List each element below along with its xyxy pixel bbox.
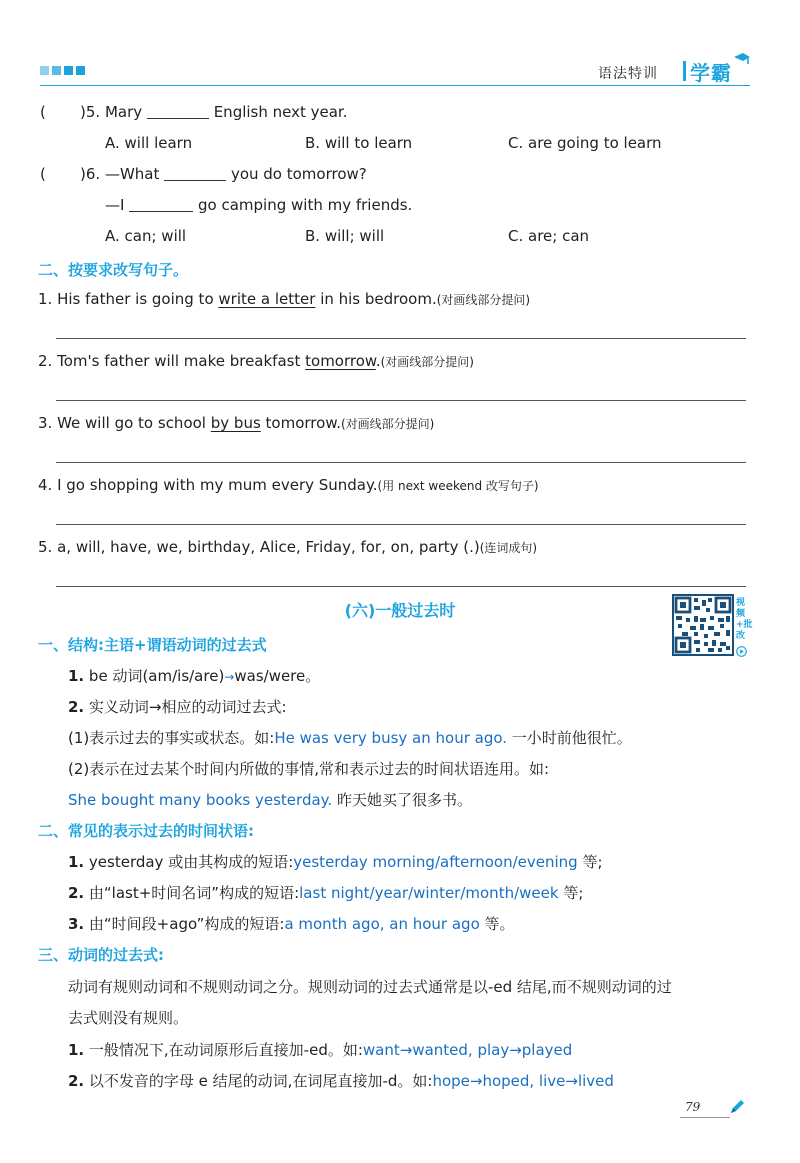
stem-text: —I: [105, 196, 125, 214]
rewrite-item-3: [38, 414, 434, 432]
answer-line-3[interactable]: [56, 462, 746, 463]
line-number: 2.: [68, 884, 85, 902]
structure-line-5: [68, 789, 472, 810]
rewrite-item-4: [38, 476, 539, 494]
fill-blank[interactable]: [147, 105, 209, 119]
translation: 昨天她买了很多书。: [332, 791, 472, 809]
time-adverbial-line-1: [68, 851, 603, 872]
verb-past-paragraph-2: 去式则没有规则。: [68, 1009, 189, 1027]
answer-line-2[interactable]: [56, 400, 746, 401]
item-number: 2.: [38, 352, 53, 370]
item-number: 3.: [38, 414, 53, 432]
option-a[interactable]: A. can; will: [105, 227, 187, 245]
past-tense-title: (六)一般过去时: [344, 601, 456, 620]
structure-line-4: (2)表示在过去某个时间内所做的事情,常和表示过去的时间状语连用。如:: [68, 760, 550, 778]
stem-text: Mary: [104, 103, 143, 121]
option-c[interactable]: C. are; can: [508, 227, 590, 245]
item-instruction: (对画线部分提问): [340, 417, 435, 431]
stem-text: go camping with my friends.: [198, 196, 413, 214]
item-text: .: [375, 352, 381, 370]
example-words: want→wanted, play→played: [362, 1041, 573, 1059]
line-number: 1.: [68, 667, 85, 685]
qr-code-icon[interactable]: [672, 594, 734, 656]
play-icon[interactable]: [736, 646, 747, 657]
answer-paren-6[interactable]: (: [40, 165, 46, 183]
structure-line-1: [68, 665, 320, 686]
question-5-stem: [80, 103, 348, 121]
line-text: 以不发音的字母 e 结尾的动词,在词尾直接加-d。如:: [84, 1072, 433, 1090]
item-instruction: (连词成句): [479, 541, 538, 555]
line-text: 等;: [558, 884, 584, 902]
line-text: (1)表示过去的事实或状态。如:: [68, 729, 275, 747]
stem-text: English next year.: [213, 103, 348, 121]
rewrite-heading: 二、按要求改写句子。: [38, 261, 189, 279]
line-text: 由“时间段+ago”构成的短语:: [84, 915, 285, 933]
example-phrase: last night/year/winter/month/week: [299, 884, 559, 902]
line-number: 1.: [68, 853, 85, 871]
line-text: 一般情况下,在动词原形后直接加-ed。如:: [84, 1041, 363, 1059]
qr-side-label: 视频+批改: [736, 598, 753, 641]
fill-blank[interactable]: [129, 198, 193, 212]
verb-past-rule-1: [68, 1039, 572, 1060]
line-text: 由“last+时间名词”构成的短语:: [84, 884, 300, 902]
item-text: We will go to school: [57, 414, 206, 432]
example-sentence: She bought many books yesterday.: [68, 791, 333, 809]
answer-line-5[interactable]: [56, 586, 746, 587]
header-divider: [683, 61, 686, 81]
underlined-part: tomorrow: [305, 352, 376, 370]
line-text: 实义动词→相应的动词过去式:: [88, 698, 287, 716]
structure-heading: 一、结构:主语+谓语动词的过去式: [38, 636, 267, 654]
verb-past-rule-2: [68, 1070, 614, 1091]
question-number: )5.: [80, 103, 101, 121]
question-6-line1: [80, 165, 367, 183]
verb-past-heading: 三、动词的过去式:: [38, 946, 164, 964]
header-decor-squares: [40, 66, 85, 75]
answer-line-1[interactable]: [56, 338, 746, 339]
rewrite-item-1: [38, 290, 530, 308]
item-text: tomorrow.: [265, 414, 341, 432]
line-number: 2.: [68, 698, 85, 716]
line-text: 等。: [479, 915, 515, 933]
line-text: be 动词(am/is/are): [88, 667, 225, 685]
example-phrase: yesterday morning/afternoon/evening: [293, 853, 578, 871]
line-text: was/were。: [234, 667, 321, 685]
header-rule: [40, 85, 750, 86]
header-section-title: 语法特训: [598, 66, 658, 82]
structure-line-3: [68, 727, 632, 748]
underlined-part: write a letter: [218, 290, 316, 308]
rewrite-item-2: [38, 352, 474, 370]
answer-paren-5[interactable]: (: [40, 103, 46, 121]
line-number: 1.: [68, 1041, 85, 1059]
fill-blank[interactable]: [164, 167, 226, 181]
footer-rule: [680, 1117, 730, 1118]
item-number: 5.: [38, 538, 53, 556]
page-number: 79: [685, 1100, 701, 1114]
item-text: in his bedroom.: [320, 290, 437, 308]
underlined-part: by bus: [210, 414, 261, 432]
item-instruction: (对画线部分提问): [380, 355, 474, 369]
verb-past-paragraph-1: 动词有规则动词和不规则动词之分。规则动词的过去式通常是以-ed 结尾,而不规则动词的过: [68, 978, 672, 996]
item-text: His father is going to: [57, 290, 214, 308]
line-text: yesterday 或由其构成的短语:: [84, 853, 294, 871]
example-sentence: He was very busy an hour ago.: [274, 729, 508, 747]
item-instruction: (对画线部分提问): [436, 293, 531, 307]
pencil-icon: [728, 1098, 746, 1116]
item-number: 1.: [38, 290, 53, 308]
graduation-cap-icon: [733, 52, 751, 66]
time-adverbial-heading: 二、常见的表示过去的时间状语:: [38, 822, 255, 840]
time-adverbial-line-3: [68, 913, 515, 934]
translation: 一小时前他很忙。: [507, 729, 632, 747]
example-words: hope→hoped, live→lived: [432, 1072, 614, 1090]
option-a[interactable]: A. will learn: [105, 134, 193, 152]
option-b[interactable]: B. will; will: [305, 227, 385, 245]
option-c[interactable]: C. are going to learn: [508, 134, 662, 152]
arrow-icon: →: [224, 670, 235, 684]
item-text: Tom's father will make breakfast: [57, 352, 301, 370]
stem-text: you do tomorrow?: [230, 165, 367, 183]
header-brand: 学霸: [690, 61, 732, 85]
rewrite-item-5: [38, 538, 537, 556]
item-number: 4.: [38, 476, 53, 494]
example-phrase: a month ago, an hour ago: [284, 915, 480, 933]
structure-line-2: [68, 696, 287, 717]
time-adverbial-line-2: [68, 882, 583, 903]
line-number: 3.: [68, 915, 85, 933]
item-text: I go shopping with my mum every Sunday.: [57, 476, 378, 494]
item-text: a, will, have, we, birthday, Alice, Friday, for, on, party (.): [57, 538, 480, 556]
question-number: )6.: [80, 165, 101, 183]
item-instruction: (用 next weekend 改写句子): [377, 479, 539, 493]
stem-text: —What: [104, 165, 160, 183]
line-number: 2.: [68, 1072, 85, 1090]
option-b[interactable]: B. will to learn: [305, 134, 413, 152]
answer-line-4[interactable]: [56, 524, 746, 525]
question-6-line2: [105, 196, 412, 214]
line-text: 等;: [577, 853, 603, 871]
